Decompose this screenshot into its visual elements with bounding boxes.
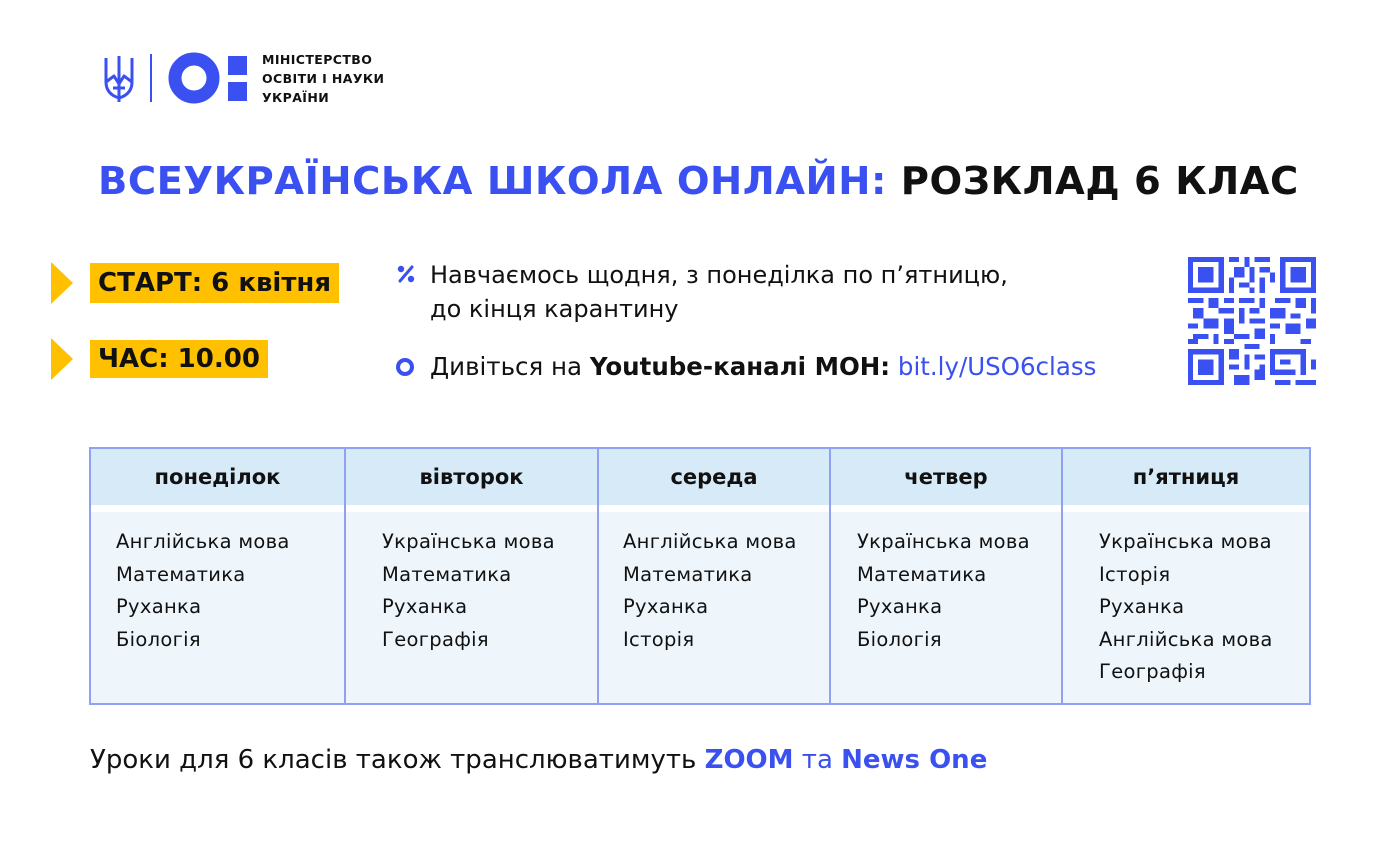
youtube-note <box>430 350 1096 384</box>
subject-item: Українська мова <box>1099 530 1272 553</box>
arrow-right-icon <box>51 262 73 304</box>
day-subjects <box>346 512 597 703</box>
subject-item: Математика <box>623 562 753 586</box>
subject-item: Біологія <box>116 627 201 651</box>
title-accent: ВСЕУКРАЇНСЬКА ШКОЛА ОНЛАЙН: <box>98 159 887 204</box>
subject-item: Руханка <box>382 595 468 618</box>
ministry-logo <box>102 50 384 106</box>
subject-item: Математика <box>382 562 512 586</box>
logo-separator <box>150 54 152 102</box>
schedule-note <box>430 258 1008 326</box>
subject-item: Англійська мова <box>1099 627 1273 651</box>
time-badge: ЧАС: 10.00 <box>90 340 268 378</box>
subject-item: Руханка <box>623 595 709 618</box>
trident-icon <box>102 52 136 104</box>
subject-item: Англійська мова <box>623 530 797 553</box>
day-column-thursday <box>829 449 1061 703</box>
schedule-note-line: до кінця карантину <box>430 295 679 323</box>
circle-bullet-icon <box>396 358 414 376</box>
qr-code-icon[interactable] <box>1188 257 1316 385</box>
percent-icon <box>396 264 416 284</box>
schedule-table <box>89 447 1311 705</box>
day-header: понеділок <box>91 449 344 505</box>
news-one-label: News One <box>841 745 988 775</box>
day-header: вівторок <box>346 449 597 505</box>
start-date-badge: СТАРТ: 6 квітня <box>90 263 339 303</box>
youtube-note-prefix: Дивіться на <box>430 352 590 381</box>
day-subjects <box>599 512 829 703</box>
day-subjects <box>831 512 1061 703</box>
subject-item: Українська мова <box>857 530 1030 553</box>
subject-item: Географія <box>1099 660 1206 683</box>
day-header: п’ятниця <box>1063 449 1309 505</box>
broadcast-prefix: Уроки для 6 класів також транслюватимуть <box>90 745 705 775</box>
subject-item: Математика <box>857 562 987 586</box>
day-subjects <box>91 512 344 703</box>
day-column-wednesday <box>597 449 829 703</box>
day-column-friday <box>1061 449 1309 703</box>
youtube-link[interactable]: bit.ly/USO6class <box>897 352 1097 381</box>
day-column-tuesday <box>344 449 597 703</box>
subject-item: Руханка <box>857 595 943 618</box>
subject-item: Англійська мова <box>116 530 290 553</box>
subject-item: Українська мова <box>382 530 555 553</box>
subject-item: Історія <box>623 627 695 651</box>
subject-item: Математика <box>116 562 246 586</box>
schedule-note-line: Навчаємось щодня, з понеділка по п’ятницю, <box>430 261 1008 289</box>
day-column-monday <box>91 449 344 703</box>
ministry-line: УКРАЇНИ <box>262 89 330 105</box>
ministry-name <box>262 50 384 107</box>
subject-item: Біологія <box>857 627 942 651</box>
subject-item: Історія <box>1099 562 1171 586</box>
day-header: середа <box>599 449 829 505</box>
subject-item: Географія <box>382 627 489 651</box>
subject-item: Руханка <box>1099 595 1185 618</box>
ministry-line: МІНІСТЕРСТВО <box>262 51 373 67</box>
arrow-right-icon <box>51 338 73 380</box>
subject-item: Руханка <box>116 595 202 618</box>
ministry-line: ОСВІТИ І НАУКИ <box>262 70 385 86</box>
day-header: четвер <box>831 449 1061 505</box>
youtube-channel-label: Youtube-каналі МОН: <box>589 352 891 381</box>
ministry-logo-icon <box>168 52 250 104</box>
day-subjects <box>1063 512 1309 703</box>
page-title <box>98 158 1299 206</box>
zoom-label: ZOOM <box>704 745 794 775</box>
title-main: РОЗКЛАД 6 КЛАС <box>900 159 1299 204</box>
broadcast-note <box>90 740 987 780</box>
broadcast-and: та <box>793 745 842 775</box>
